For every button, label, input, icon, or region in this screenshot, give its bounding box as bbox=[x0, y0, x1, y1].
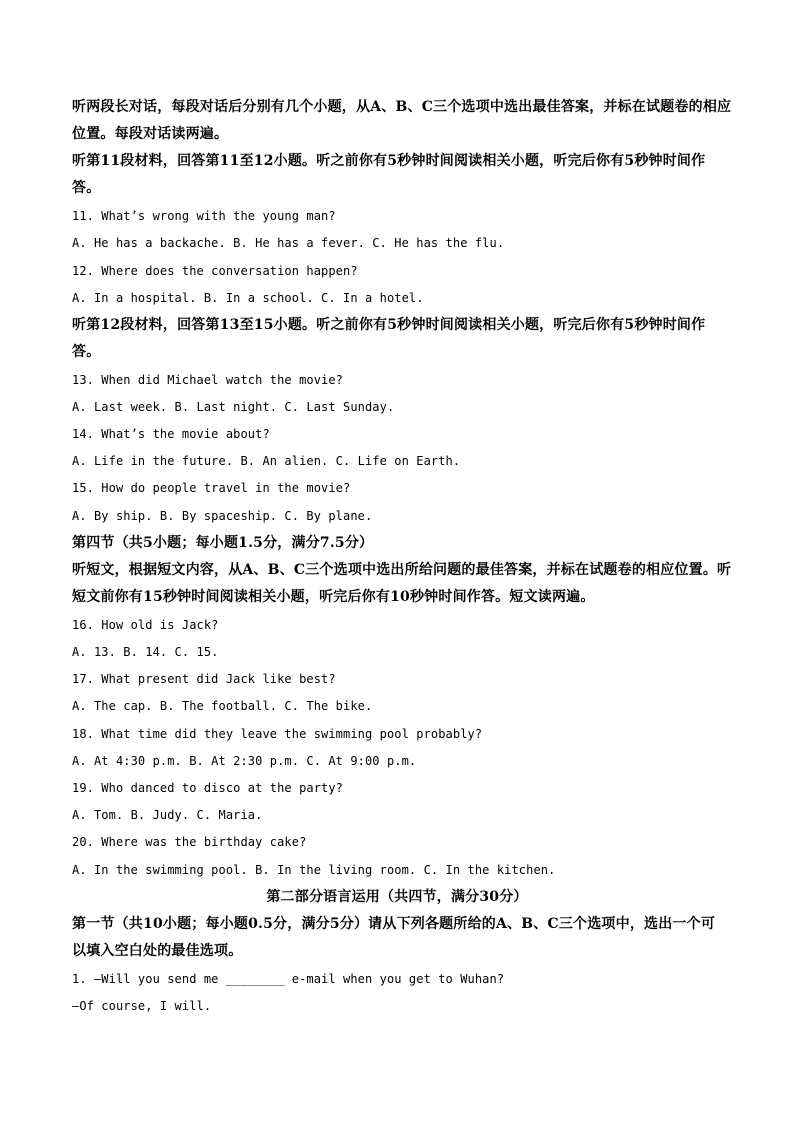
question-1: 1. —Will you send me ________ e-mail when you get to Wuhan? bbox=[72, 972, 505, 986]
section3-intro-line-1: 听两段长对话，每段对话后分别有几个小题，从A、B、C三个选项中选出最佳答案，并标在试题卷的相应 bbox=[72, 99, 732, 115]
question-11: 11. What’s wrong with the young man? bbox=[72, 209, 336, 223]
section4-intro-line-2: 短文前你有15秒钟时间阅读相关小题，听完后你有10秒钟时间作答。短文读两遍。 bbox=[72, 589, 595, 605]
question-11-options: A. He has a backache. B. He has a fever. C. He has the flu. bbox=[72, 236, 505, 250]
question-12: 12. Where does the conversation happen? bbox=[72, 264, 358, 278]
part2-section1-line-2: 以填入空白处的最佳选项。 bbox=[72, 943, 243, 959]
question-15: 15. How do people travel in the movie? bbox=[72, 481, 351, 495]
question-18-options: A. At 4:30 p.m. B. At 2:30 p.m. C. At 9:00 p.m. bbox=[72, 754, 417, 768]
question-12-options: A. In a hospital. B. In a school. C. In a hotel. bbox=[72, 291, 424, 305]
question-17: 17. What present did Jack like best? bbox=[72, 672, 336, 686]
section3-intro-line-2: 位置。每段对话读两遍。 bbox=[72, 126, 229, 142]
material12-heading-line-2: 答。 bbox=[72, 344, 101, 360]
question-19-options: A. Tom. B. Judy. C. Maria. bbox=[72, 808, 263, 822]
material11-heading-line-1: 听第11段材料，回答第11至12小题。听之前你有5秒钟时间阅读相关小题，听完后你有5秒钟时间作 bbox=[72, 153, 706, 169]
question-19: 19. Who danced to disco at the party? bbox=[72, 781, 344, 795]
part2-title: 第二部分语言运用（共四节，满分30分） bbox=[266, 889, 528, 905]
question-1-answer: —Of course, I will. bbox=[72, 999, 212, 1013]
question-13: 13. When did Michael watch the movie? bbox=[72, 373, 344, 387]
question-16-options: A. 13. B. 14. C. 15. bbox=[72, 645, 219, 659]
question-18: 18. What time did they leave the swimming pool probably? bbox=[72, 727, 483, 741]
material11-heading-line-2: 答。 bbox=[72, 180, 101, 196]
material12-heading-line-1: 听第12段材料，回答第13至15小题。听之前你有5秒钟时间阅读相关小题，听完后你有5秒钟时间作 bbox=[72, 317, 706, 333]
question-20-options: A. In the swimming pool. B. In the living room. C. In the kitchen. bbox=[72, 863, 556, 877]
part2-section1-line-1: 第一节（共10小题；每小题0.5分，满分5分）请从下列各题所给的A、B、C三个选项中，选出一个可 bbox=[72, 916, 716, 932]
question-16: 16. How old is Jack? bbox=[72, 618, 219, 632]
question-17-options: A. The cap. B. The football. C. The bike. bbox=[72, 699, 373, 713]
question-14: 14. What’s the movie about? bbox=[72, 427, 270, 441]
section4-title: 第四节（共5小题；每小题1.5分，满分7.5分） bbox=[72, 535, 374, 551]
section4-intro-line-1: 听短文，根据短文内容，从A、B、C三个选项中选出所给问题的最佳答案，并标在试题卷的相应位置。听 bbox=[72, 562, 732, 578]
question-13-options: A. Last week. B. Last night. C. Last Sunday. bbox=[72, 400, 395, 414]
question-15-options: A. By ship. B. By spaceship. C. By plane. bbox=[72, 509, 373, 523]
question-14-options: A. Life in the future. B. An alien. C. Life on Earth. bbox=[72, 454, 461, 468]
question-20: 20. Where was the birthday cake? bbox=[72, 835, 307, 849]
